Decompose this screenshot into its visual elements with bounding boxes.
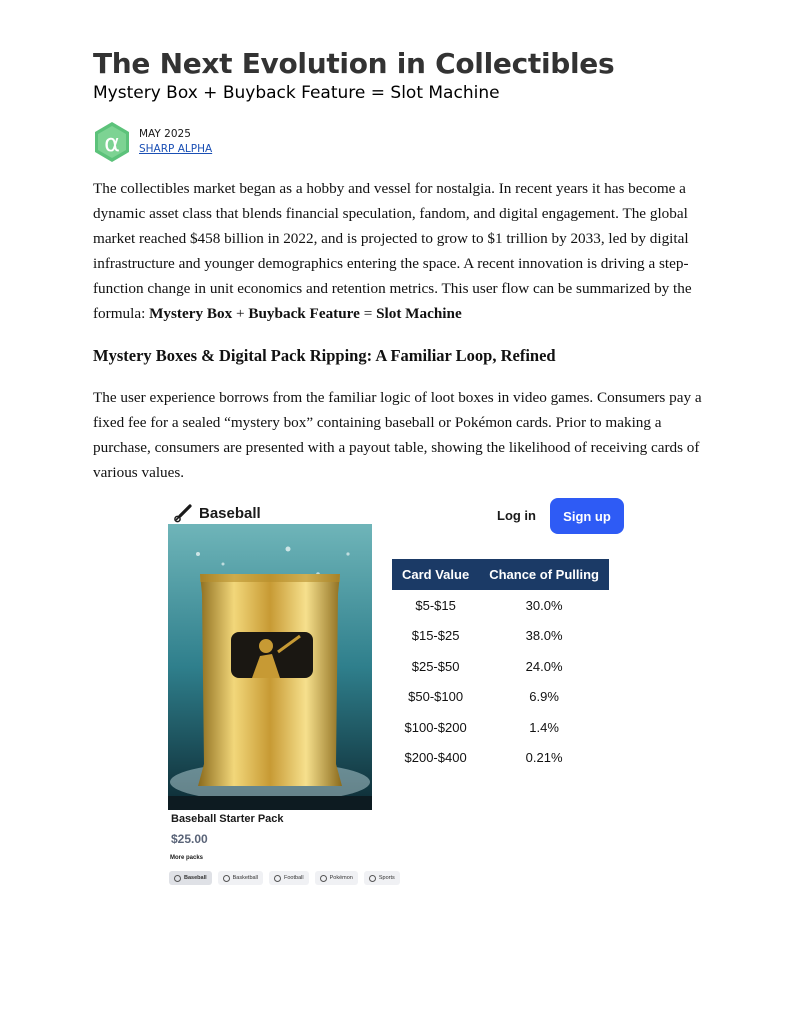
more-packs-label: More packs <box>170 855 204 861</box>
author-link[interactable]: SHARP ALPHA <box>139 143 213 155</box>
pack-image <box>168 524 372 810</box>
formula-slot-machine: Slot Machine <box>376 305 462 322</box>
formula-equals: = <box>359 305 377 322</box>
card-value-cell: $25-$50 <box>411 658 460 674</box>
table-row <box>392 682 609 713</box>
formula-plus: + <box>232 305 249 322</box>
table-header-row <box>392 559 609 590</box>
embedded-screenshot <box>165 496 635 896</box>
brand <box>173 503 261 523</box>
trophy-icon <box>369 875 376 882</box>
chip-pokemon[interactable]: Pokémon <box>315 871 358 885</box>
page-subtitle: Mystery Box + Buyback Feature = Slot Machine <box>93 83 500 103</box>
card-value-cell: $15-$25 <box>411 628 460 644</box>
publish-date: MAY 2025 <box>139 128 191 140</box>
formula-buyback: Buyback Feature <box>248 305 360 322</box>
table-row <box>392 621 609 652</box>
column-header-card-value: Card Value <box>392 559 479 590</box>
baseball-bat-icon <box>173 503 193 523</box>
column-header-chance: Chance of Pulling <box>479 559 609 590</box>
card-value-cell: $100-$200 <box>404 719 467 735</box>
payout-table <box>392 559 609 773</box>
pack-price: $25.00 <box>171 832 208 846</box>
svg-text:α: α <box>104 129 120 157</box>
category-chips <box>169 871 400 885</box>
section-heading: Mystery Boxes & Digital Pack Ripping: A Familiar Loop, Refined <box>93 346 556 365</box>
intro-text: The collectibles market began as a hobby and vessel for nostalgia. In recent years it has become a dynamic asset class that blends financial speculation, fandom, and digital engagement. The global market reached $458 billion in 2022, and is projected to grow to $1 trillion by 2033, led by digital infrastructure and younger demographics entering the space. A recent innovation is driving a step-function change in unit economics and retention metrics. This user flow can be summarized by the formula: <box>93 180 692 322</box>
chance-cell: 6.9% <box>529 689 559 705</box>
section-paragraph: The user experience borrows from the familiar logic of loot boxes in video games. Consumers pay a fixed fee for a sealed “mystery box” containing baseball or Pokémon cards. Prior to making a purchase, consumers are presented with a payout table, showing the likelihood of receiving cards of various values. <box>93 389 702 481</box>
chance-cell: 1.4% <box>529 719 559 735</box>
table-row <box>392 651 609 682</box>
login-button[interactable]: Log in <box>497 508 536 523</box>
chance-cell: 24.0% <box>525 658 563 674</box>
pack-title: Baseball Starter Pack <box>171 813 284 825</box>
basketball-icon <box>223 875 230 882</box>
formula-mystery-box: Mystery Box <box>149 305 233 322</box>
chance-cell: 38.0% <box>525 628 563 644</box>
card-value-cell: $50-$100 <box>408 689 464 705</box>
page-title: The Next Evolution in Collectibles <box>93 47 615 80</box>
table-row <box>392 743 609 774</box>
table-row <box>392 590 609 621</box>
sharp-alpha-logo-icon <box>93 121 131 163</box>
football-icon <box>274 875 281 882</box>
baseball-icon <box>174 875 181 882</box>
card-value-cell: $5-$15 <box>415 597 456 613</box>
card-value-cell: $200-$400 <box>404 750 467 766</box>
brand-name: Baseball <box>199 504 261 522</box>
chip-sports[interactable]: Sports <box>364 871 400 885</box>
chip-baseball[interactable]: Baseball <box>169 871 212 885</box>
chance-cell: 0.21% <box>525 750 563 766</box>
chip-football[interactable]: Football <box>269 871 309 885</box>
pokeball-icon <box>320 875 327 882</box>
table-row <box>392 712 609 743</box>
signup-button[interactable]: Sign up <box>550 498 624 534</box>
intro-paragraph <box>93 176 705 326</box>
chip-basketball[interactable]: Basketball <box>218 871 263 885</box>
byline <box>93 121 705 163</box>
chance-cell: 30.0% <box>525 597 563 613</box>
article <box>93 46 705 485</box>
